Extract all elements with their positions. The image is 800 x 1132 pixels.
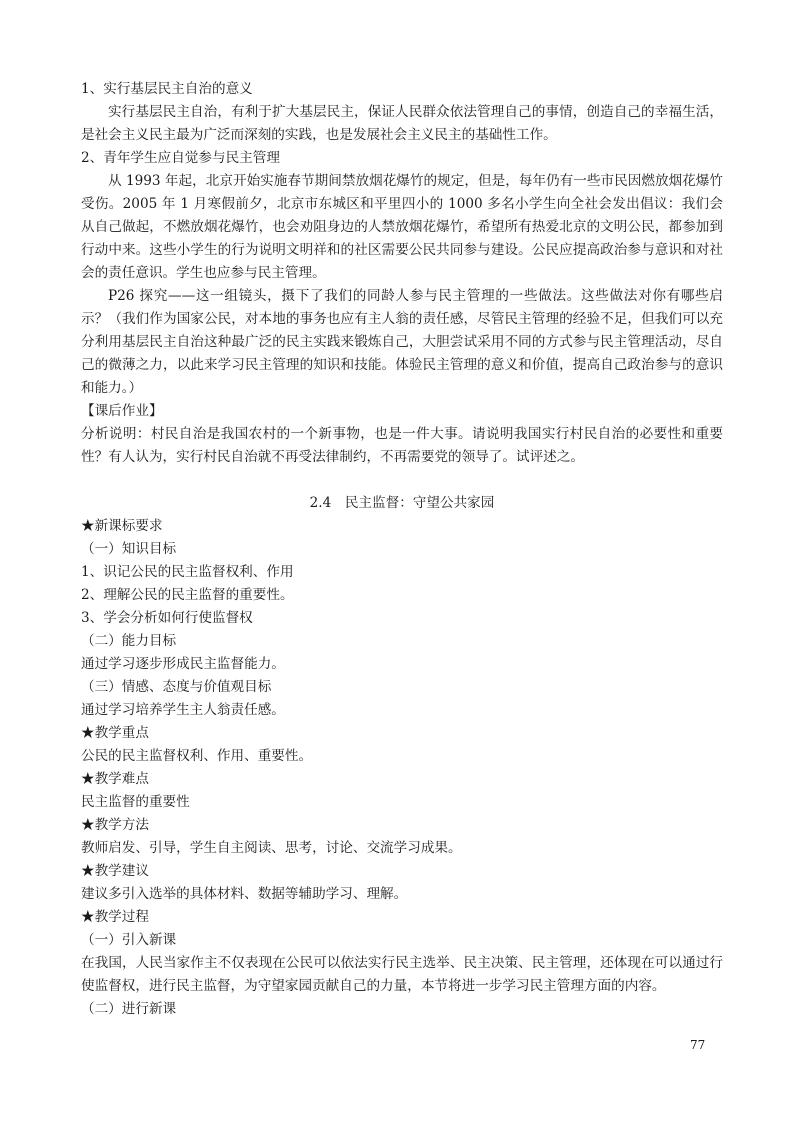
difficulty-heading: ★教学难点 [81, 771, 149, 787]
ability-goal-heading: （二）能力目标 [81, 633, 177, 649]
method-text: 教师启发、引导，学生自主阅读、思考，讨论、交流学习成果。 [81, 840, 462, 856]
difficulty-text: 民主监督的重要性 [81, 794, 190, 810]
knowledge-item: 2、理解公民的民主监督的重要性。 [81, 587, 294, 603]
homework-heading: 【课后作业】 [81, 403, 163, 419]
key-point-heading: ★教学重点 [81, 725, 149, 741]
process-heading: ★教学过程 [81, 909, 149, 925]
suggestion-heading: ★教学建议 [81, 863, 149, 879]
ability-goal-text: 通过学习逐步形成民主监督能力。 [81, 656, 285, 672]
emotion-goal-text: 通过学习培养学生主人翁责任感。 [81, 702, 285, 718]
knowledge-item: 1、识记公民的民主监督权利、作用 [81, 564, 294, 580]
document-page [81, 78, 723, 1021]
page-number: 77 [690, 1038, 706, 1052]
knowledge-goal-heading: （一）知识目标 [81, 541, 177, 557]
section-title: 2.4 民主监督：守望公共家园 [309, 495, 495, 511]
intro-heading: （一）引入新课 [81, 932, 177, 948]
intro-text: 在我国，人民当家作主不仅表现在公民可以依法实行民主选举、民主决策、民主管理，还体现在可以通过行使监督权，进行民主监督，为守望家园贡献自己的力量，本节将进一步学习民主管理方面的内容。 [81, 955, 723, 994]
paragraph-self-governance: 实行基层民主自治，有利于扩大基层民主，保证人民群众依法管理自己的事情，创造自己的幸福生活，是社会主义民主最为广泛而深刻的实践，也是发展社会主义民主的基础性工作。 [81, 104, 723, 143]
paragraph-p26-explore: P26 探究——这一组镜头，摄下了我们的同龄人参与民主管理的一些做法。这些做法对你有哪些启示？（我们作为国家公民，对本地的事务也应有主人翁的责任感，尽管民主管理的经验不足，但我们可以充分利用基层民主自治这种最广泛的民主实践来锻炼自己，大胆尝试采用不同的方式参与民主管理活动，尽自己的微薄之力，以此来学习民主管理的知识和技能。体验民主管理的意义和价值，提高自己政治参与的意识和能力。） [81, 288, 723, 396]
method-heading: ★教学方法 [81, 817, 149, 833]
standard-heading: ★新课标要求 [81, 518, 163, 534]
heading-students-participate: 2、青年学生应自觉参与民主管理 [81, 150, 280, 166]
homework-text: 分析说明：村民自治是我国农村的一个新事物，也是一件大事。请说明我国实行村民自治的必要性和重要性？有人认为，实行村民自治就不再受法律制约，不再需要党的领导了。试评述之。 [81, 426, 723, 465]
heading-self-governance-meaning: 1、实行基层民主自治的意义 [81, 81, 253, 97]
key-point-text: 公民的民主监督权利、作用、重要性。 [81, 748, 313, 764]
new-lesson-heading: （二）进行新课 [81, 1001, 177, 1017]
paragraph-fireworks-example: 从 1993 年起，北京开始实施春节期间禁放烟花爆竹的规定，但是，每年仍有一些市民因燃放烟花爆竹受伤。2005 年 1 月寒假前夕，北京市东城区和平里四小的 1000 多名小学生向全社会发出倡议：我们会从自己做起，不燃放烟花爆竹，也会劝阻身边的人禁放烟花爆竹，希望所有热爱北京的文明公民，都参加到行动中来。这些小学生的行为说明文明祥和的社区需要公民共同参与建设。公民应提高政治参与意识和对社会的责任意识。学生也应参与民主管理。 [81, 173, 723, 281]
knowledge-item: 3、学会分析如何行使监督权 [81, 610, 253, 626]
emotion-goal-heading: （三）情感、态度与价值观目标 [81, 679, 272, 695]
suggestion-text: 建议多引入选举的具体材料、数据等辅助学习、理解。 [81, 886, 408, 902]
